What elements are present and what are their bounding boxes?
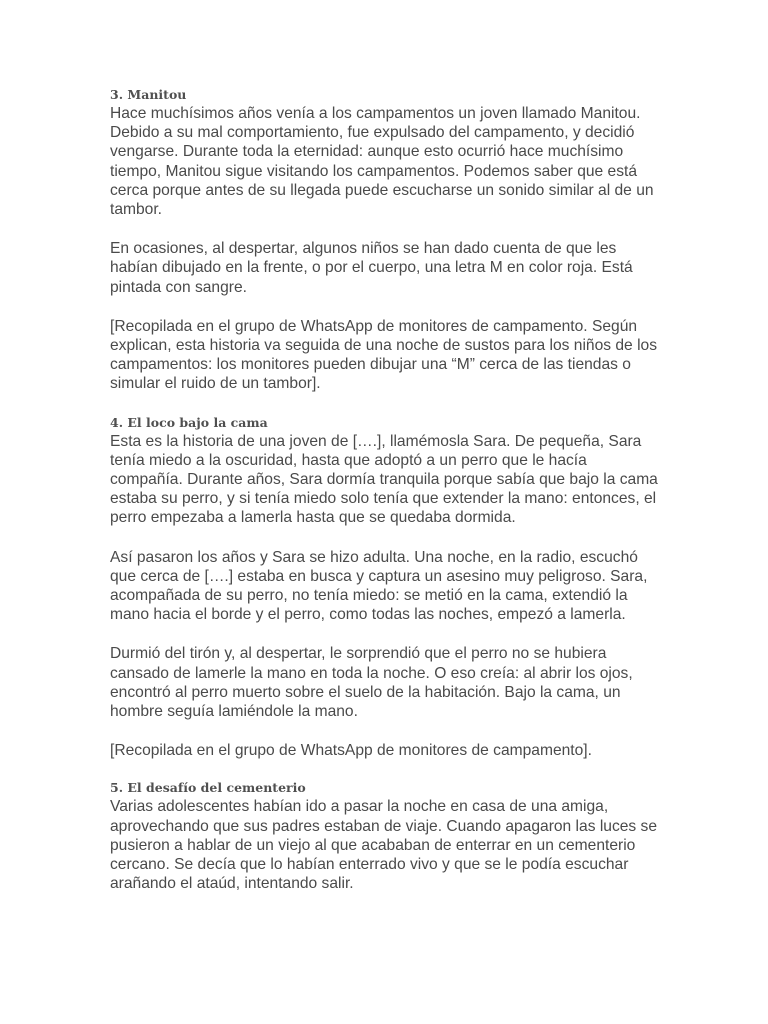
section-el-desafio-del-cementerio: [110, 779, 660, 893]
section-el-loco-bajo-la-cama: [110, 414, 660, 780]
paragraph: En ocasiones, al despertar, algunos niños se han dado cuenta de que les habían dibujado en la frente, o por el cuerpo, una letra M en color roja. Está pintada con sangre.: [110, 240, 633, 296]
paragraph: Esta es la historia de una joven de [….], llamémosla Sara. De pequeña, Sara tenía miedo a la oscuridad, hasta que adoptó a un perro que le hacía compañía. Durante años, Sara dormía tranquila porque sabía que bajo la cama estaba su perro, y si tenía miedo solo tenía que extender la mano: entonces, el perro empezaba a lamerla hasta que se quedaba dormida.: [110, 432, 658, 527]
section-heading: 5. El desafío del cementerio: [110, 780, 306, 796]
section-heading: 3. Manitou: [110, 87, 187, 102]
section-heading: 4. El loco bajo la cama: [110, 414, 268, 430]
section-manitou: [110, 86, 660, 414]
paragraph: Varias adolescentes habían ido a pasar la noche en casa de una amiga, aprovechando que sus padres estaban de viaje. Cuando apagaron las luces se pusieron a hablar de un viejo al que acababan de enterrar en un cementerio cercano. Se decía que lo habían enterrado vivo y que se le podía escuchar arañando el ataúd, intentando salir.: [110, 798, 658, 893]
paragraph: [Recopilada en el grupo de WhatsApp de monitores de campamento].: [110, 742, 592, 760]
paragraph: Hace muchísimos años venía a los campamentos un joven llamado Manitou. Debido a su mal comportamiento, fue expulsado del campamento, y decidió vengarse. Durante toda la eternidad: aunque esto ocurrió hace muchísimo tiempo, Manitou sigue visitando los campamentos. Podemos saber que está cerca porque antes de su llegada puede escucharse un sonido similar al de un tambor.: [110, 105, 654, 219]
paragraph: Así pasaron los años y Sara se hizo adulta. Una noche, en la radio, escuchó que cerca de [….] estaba en busca y captura un asesino muy peligroso. Sara, acompañada de su perro, no tenía miedo: se metió en la cama, extendió la mano hacia el borde y el perro, como todas las noches, empezó a lamerla.: [110, 548, 648, 624]
paragraph: Durmió del tirón y, al despertar, le sorprendió que el perro no se hubiera cansado de lamerle la mano en toda la noche. O eso creía: al abrir los ojos, encontró al perro muerto sobre el suelo de la habitación. Bajo la cama, un hombre seguía lamiéndole la mano.: [110, 645, 633, 721]
paragraph: [Recopilada en el grupo de WhatsApp de monitores de campamento. Según explican, esta historia va seguida de una noche de sustos para los niños de los campamentos: los monitores pueden dibujar una “M” cerca de las tiendas o simular el ruido de un tambor].: [110, 317, 657, 393]
document-page: [110, 86, 660, 894]
